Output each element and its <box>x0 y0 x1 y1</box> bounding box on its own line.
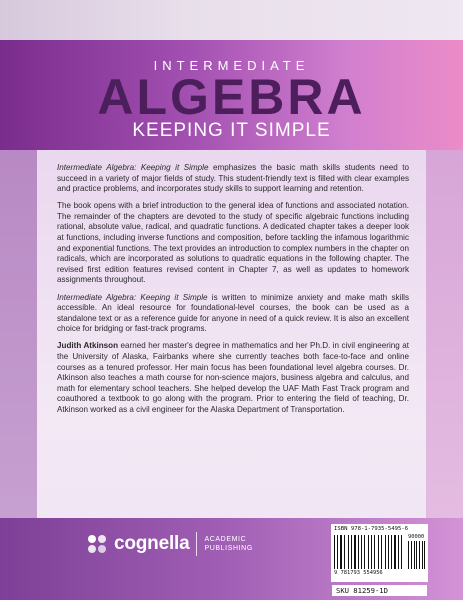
barcode-bar <box>364 535 365 569</box>
barcode-bar <box>338 535 339 569</box>
barcode-bar <box>421 541 422 569</box>
cognella-logo-icon <box>85 532 109 556</box>
barcode-bar <box>408 541 409 569</box>
barcode-bar <box>412 541 413 569</box>
blurb <box>57 163 409 422</box>
book-title-italic: Intermediate Algebra: Keeping it Simple <box>57 292 208 302</box>
publisher-tagline-2: PUBLISHING <box>204 545 253 552</box>
barcode-bar <box>334 535 335 569</box>
author-name: Judith Atkinson <box>57 341 119 351</box>
barcode-bar <box>354 535 356 569</box>
sku-label: SKU 81259-1D <box>332 585 427 596</box>
publisher-tagline <box>204 535 252 553</box>
blurb-paragraph-1 <box>57 163 409 195</box>
barcode-addon-bars <box>408 541 426 569</box>
barcode-bars <box>334 535 404 569</box>
author-bio-text: earned her master's degree in mathematics and her Ph.D. in civil engineering at the University of Alaska, Fairbanks where she currently teaches both face-to-face and online courses as a tenured professor. Her main focus has been foundational level algebra courses. Dr. Atkinson also teaches a math course for non-science majors, business algebra and calculus, and math for elementary school teachers. She helped develop the UAF Math Fast Track program and coauthored a textbook to go along with the program. Prior to entering the field of teaching, Dr. Atkinson worked as a civil engineer for the Alaska Department of Transportation. <box>57 341 409 414</box>
book-title-italic: Intermediate Algebra: Keeping it Simple <box>57 163 209 172</box>
price-addon-label: 90000 <box>408 534 425 540</box>
barcode <box>331 524 428 582</box>
publisher-tagline-1: ACADEMIC <box>204 536 247 543</box>
publisher-name: cognella <box>114 533 190 554</box>
barcode-bar <box>394 535 396 569</box>
barcode-number: 9 781793 554956 <box>334 570 383 576</box>
barcode-bar <box>385 535 387 569</box>
barcode-bar <box>424 541 425 569</box>
barcode-bar <box>349 535 350 569</box>
logo-divider <box>196 532 197 556</box>
blurb-paragraph-1-text: emphasizes the basic math skills students need to succeed in a variety of major fields of study. This student-friendly text is filled with clear examples and practice problems, and incorporates study skills to support learning and retention. <box>57 163 409 194</box>
top-band <box>0 0 463 40</box>
barcode-bar <box>399 535 400 569</box>
barcode-bar <box>370 535 371 569</box>
blurb-paragraph-3-text: is written to minimize anxiety and make math skills accessible. An ideal resource for foundational-level courses, the book can be used as a standalone text or as a reference guide for anyone in need of a quick review. It is also an excellent choice for bridging or fast-track programs. <box>57 292 409 334</box>
barcode-bar <box>390 535 391 569</box>
barcode-bar <box>402 535 403 569</box>
author-bio <box>57 341 409 415</box>
isbn-label: ISBN 978-1-7935-5495-6 <box>334 526 409 532</box>
barcode-bar <box>359 535 360 569</box>
barcode-bar <box>344 535 345 569</box>
blurb-paragraph-2: The book opens with a brief introduction to the general idea of functions and associated notation. The remainder of the chapters are devoted to the study of specific algebraic functions including rational, absolute value, radical, and quadratic functions. A dedicated chapter takes a deeper look at functions, including inverse functions and composition, before tackling the infamous logarithmic and exponential functions. The text provides an introduction to complex numbers in the chapter on radicals, which are incorporated as solutions to quadratic equations in the following chapter. The revised first edition features revised content in Chapter 7, as well as updates to homework assignments throughout. <box>57 201 409 285</box>
publisher-logo <box>85 528 253 560</box>
blurb-paragraph-3 <box>57 293 409 335</box>
book-subtitle: KEEPING IT SIMPLE <box>132 120 331 141</box>
title-eyebrow: INTERMEDIATE <box>153 58 310 73</box>
barcode-bar <box>374 535 375 569</box>
book-title: ALGEBRA <box>97 69 366 125</box>
barcode-bar <box>379 535 380 569</box>
barcode-bar <box>416 541 417 569</box>
